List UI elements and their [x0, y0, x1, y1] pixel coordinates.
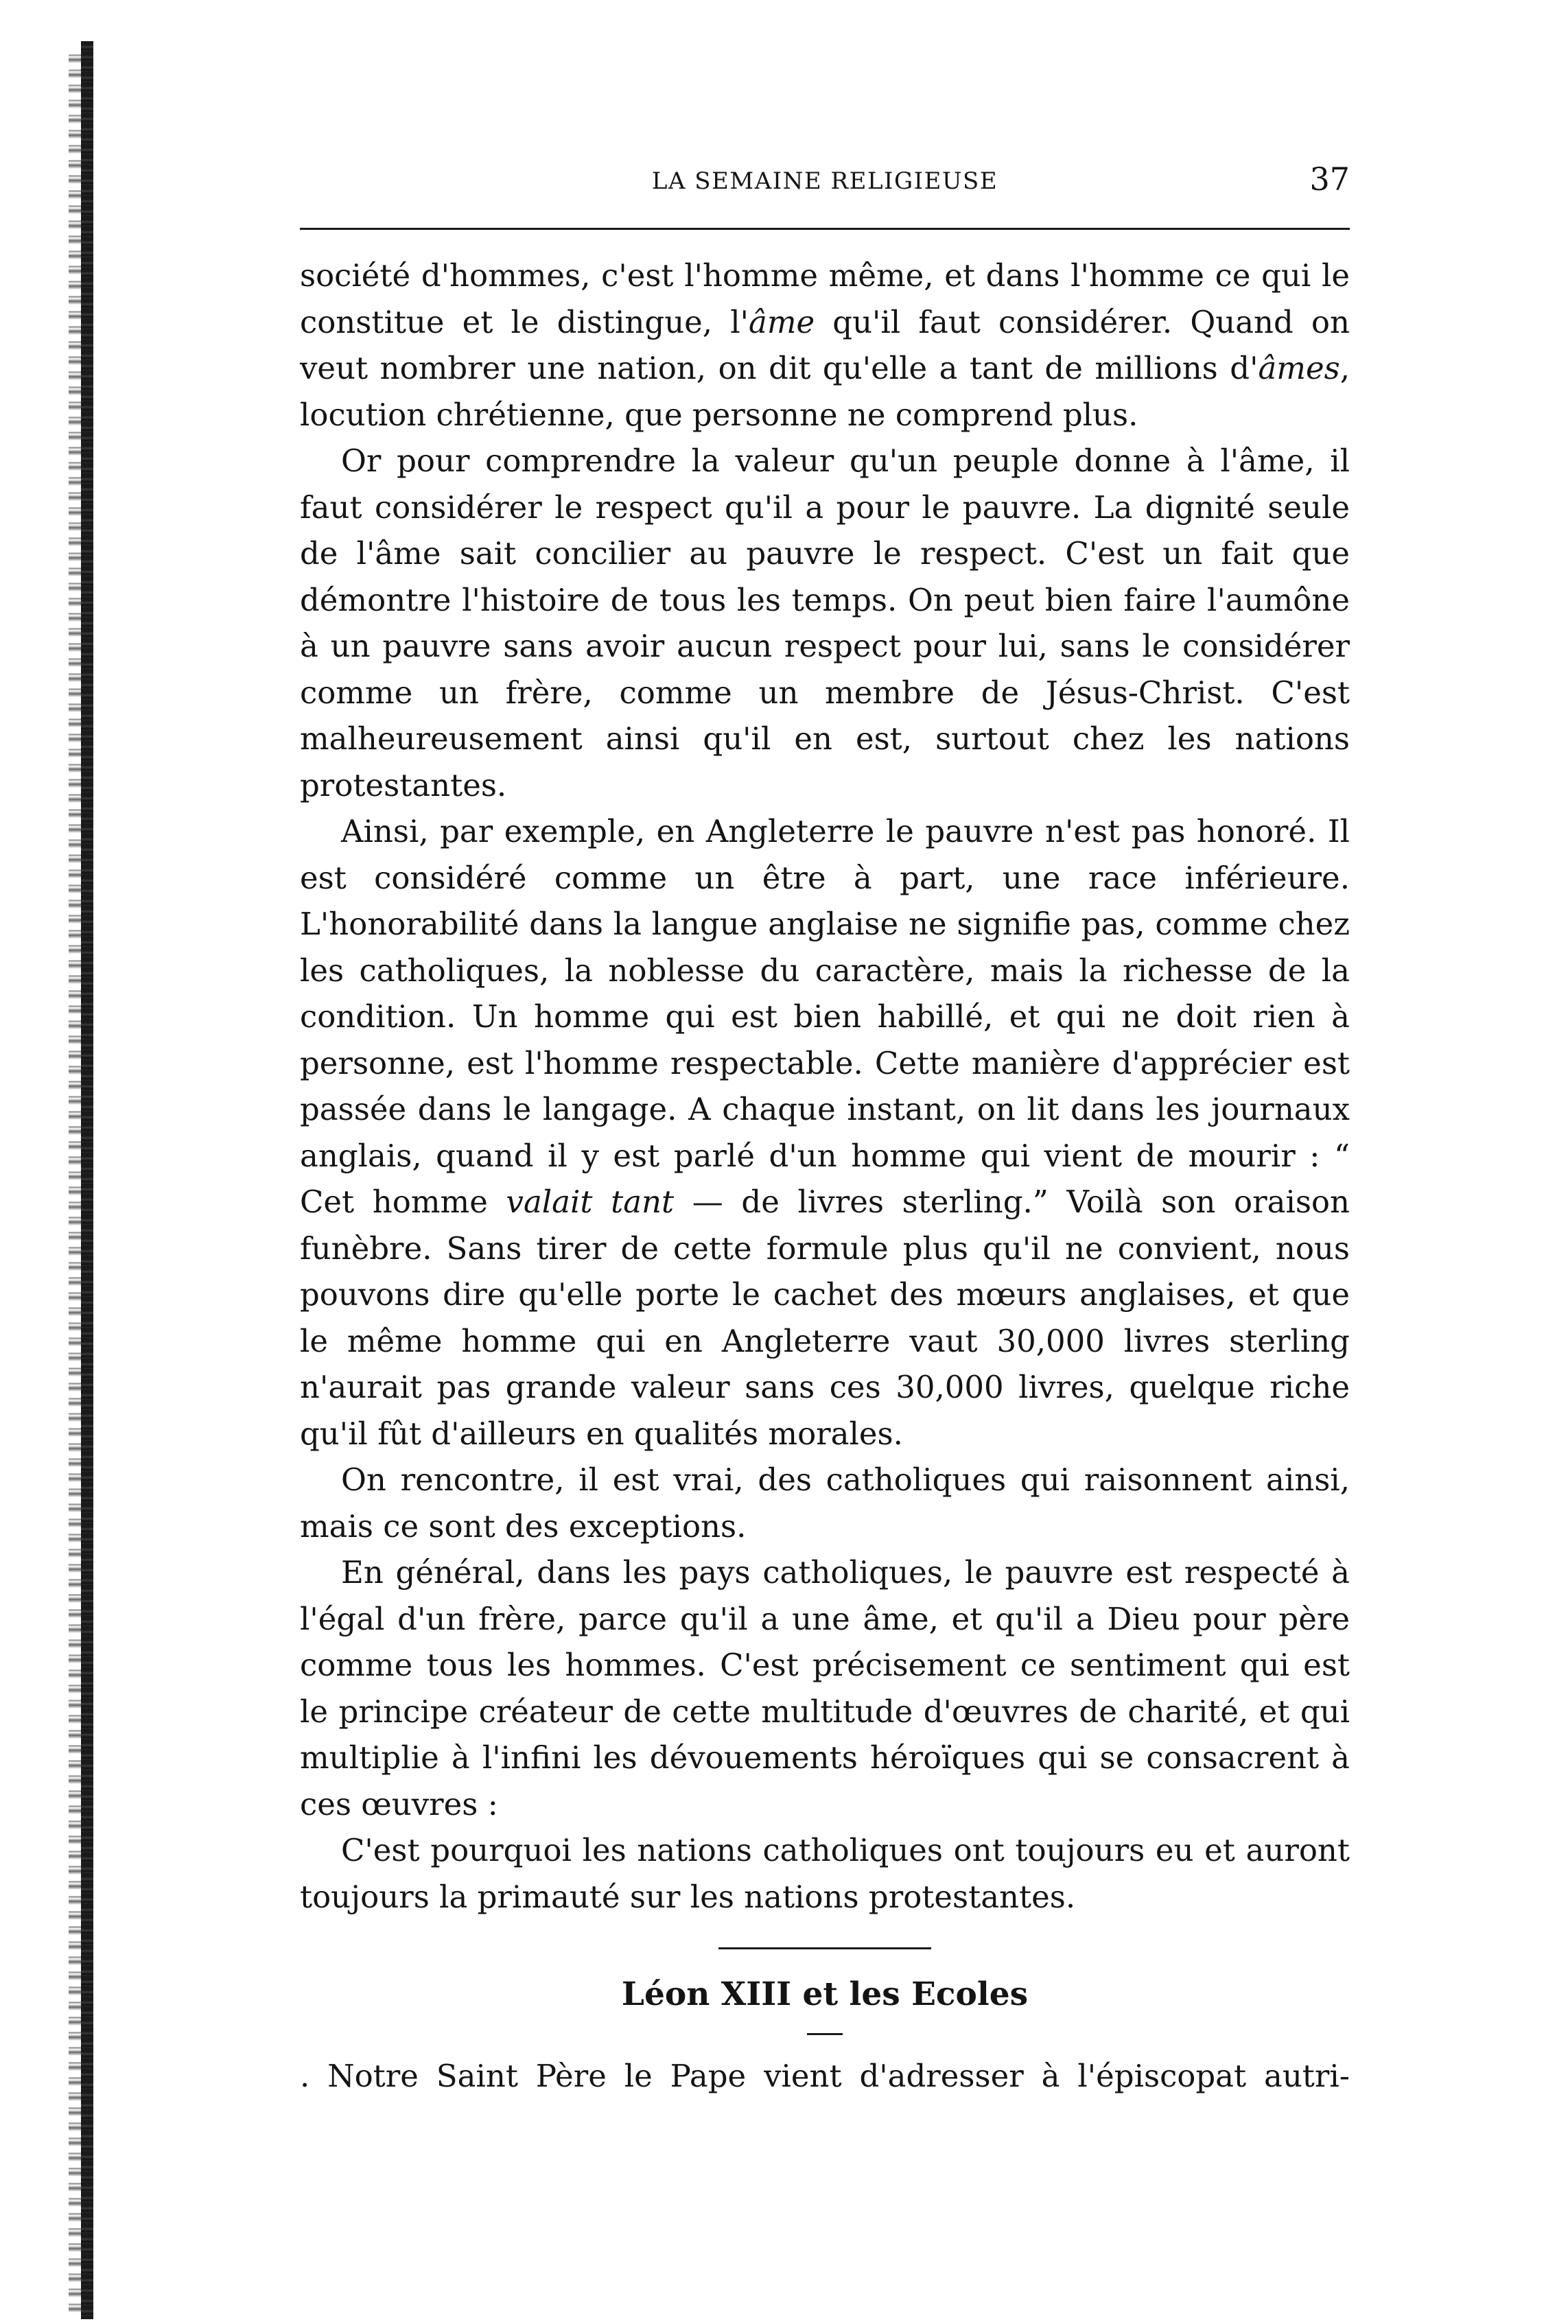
running-title: LA SEMAINE RELIGIEUSE: [651, 167, 998, 195]
paragraph-1-text-a: société d'hommes, c'est l'homme même, et dans l'homme ce qui le constitue et le distingue, l': [300, 257, 1350, 340]
paragraph-4: On rencontre, il est vrai, des catholiques qui raisonnent ainsi, mais ce sont des exceptions.: [300, 1462, 1350, 1545]
paragraph-1-emphasis: âme: [749, 303, 815, 340]
paragraph-6: C'est pourquoi les nations catholiques ont toujours eu et auront toujours la primauté sur les nations protestantes.: [300, 1832, 1350, 1915]
paragraph-3-text-a: Ainsi, par exemple, en Angleterre le pauvre n'est pas honoré. Il est considéré comme un être à part, une race inférieure. L'honorabilité dans la langue anglaise ne signifie pas, comme chez les catholiques, la noblesse du caractère, mais la richesse de la condition. Un homme qui est bien habillé, et qui ne doit rien à personne, est l'homme respectable. Cette manière d'apprécier est passée dans le langage. A chaque instant, on lit dans les journaux anglais, quand il y est parlé d'un homme qui vient de mourir : “ Cet homme: [300, 813, 1350, 1220]
header-rule: [300, 228, 1350, 230]
heading-underline-dash: [807, 2033, 843, 2035]
paragraph-3-emphasis: valait tant: [506, 1184, 675, 1220]
section-separator-rule: [718, 1947, 931, 1949]
paragraph-1-text-b: qu'il faut considérer. Quand on veut nombrer une nation, on dit qu'elle a tant de millions d': [300, 303, 1350, 386]
book-binding-edge: [81, 41, 93, 2319]
section-heading: Léon XIII et les Ecoles: [621, 1975, 1029, 2013]
section-first-line: . Notre Saint Père le Pape vient d'adresser à l'épiscopat autri-: [300, 2058, 1350, 2094]
page-header: [300, 156, 1350, 206]
book-page: [300, 156, 1350, 2094]
paragraph-5: En général, dans les pays catholiques, le pauvre est respecté à l'égal d'un frère, parce qu'il a une âme, et qu'il a Dieu pour père comme tous les hommes. C'est précisement ce sentiment qui est le principe créateur de cette multitude d'œuvres de charité, et qui multiplie à l'infini les dévouements héroïques qui se consacrent à ces œuvres :: [300, 1554, 1350, 1822]
page-number: 37: [1309, 161, 1350, 198]
paragraph-1: [300, 253, 1350, 438]
paragraph-3-text-b: — de livres sterling.” Voilà son oraison funèbre. Sans tirer de cette formule plus qu'il ne convient, nous pouvons dire qu'elle porte le cachet des mœurs anglaises, et que le même homme qui en Angleterre vaut 30,000 livres sterling n'aurait pas grande valeur sans ces 30,000 livres, quelque riche qu'il fût d'ailleurs en qualités morales.: [300, 1184, 1350, 1452]
article-body: [300, 253, 1350, 2100]
paragraph-1-emphasis-2: âmes: [1258, 350, 1340, 386]
paragraph-2: Or pour comprendre la valeur qu'un peuple donne à l'âme, il faut considérer le respect qu'il a pour le pauvre. La dignité seule de l'âme sait concilier au pauvre le respect. C'est un fait que démontre l'histoire de tous les temps. On peut bien faire l'aumône à un pauvre sans avoir aucun respect pour lui, sans le considérer comme un frère, comme un membre de Jésus-Christ. C'est malheureusement ainsi qu'il en est, surtout chez les nations protestantes.: [300, 443, 1350, 803]
paragraph-1-text-c: , locution chrétienne, que personne ne comprend plus.: [300, 350, 1350, 433]
paragraph-3: [300, 808, 1350, 1457]
